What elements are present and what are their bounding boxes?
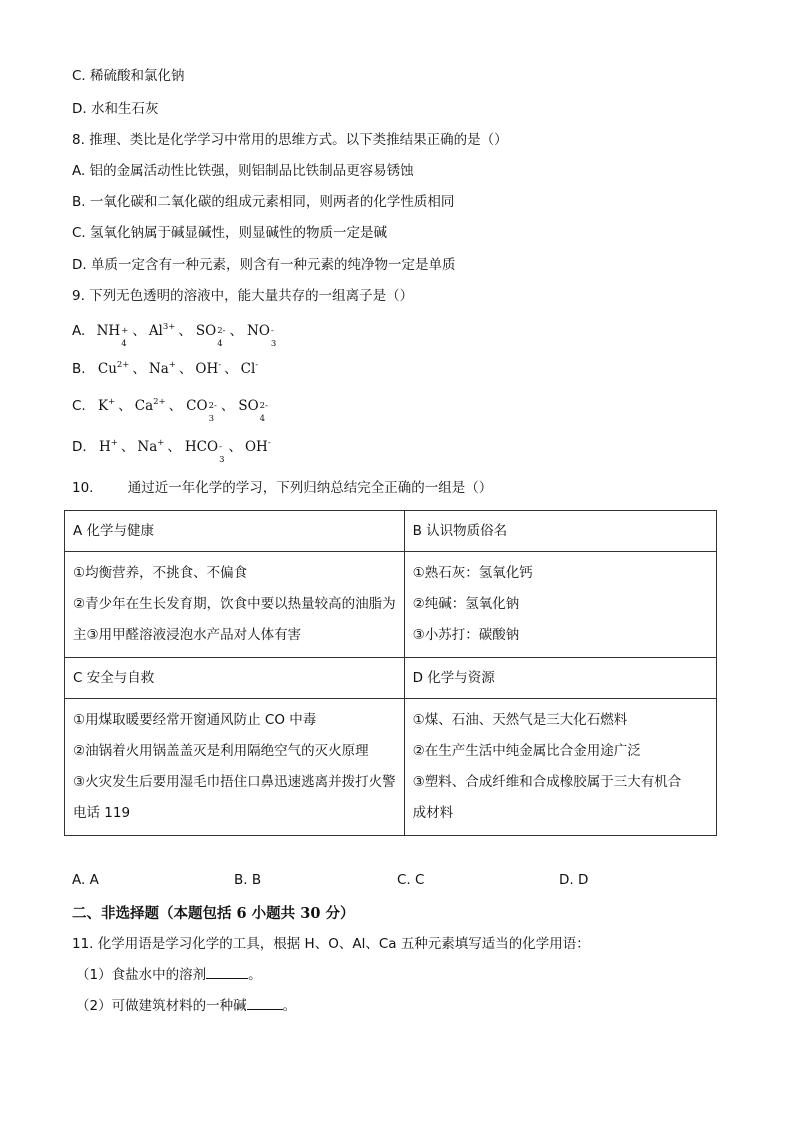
ion-bicarbonate: HCO - 3 [184, 439, 225, 465]
cell-c-line: ①用煤取暖要经常开窗通风防止 CO 中毒 [73, 712, 317, 728]
cell-d-line: ③塑料、合成纤维和合成橡胶属于三大有机合 [412, 774, 682, 790]
cell-a-line: ①均衡营养，不挑食、不偏食 [73, 565, 248, 581]
ion-sodium: Na+ [137, 438, 165, 455]
q8-option-c: C. 氢氧化钠属于碱显碱性，则显碱性的物质一定是碱 [72, 225, 388, 241]
q9-option-c: C. K+ 、 $Ca^{2+}$ 、 CO 2- 3 、 SO 2- 4 [72, 397, 268, 424]
ion-aluminum: $Al^{3+}$ [148, 322, 176, 339]
answer-blank[interactable] [247, 997, 283, 1010]
ion-nitrate: NO - 3 [247, 323, 277, 349]
ion-carbonate: CO 2- 3 [186, 398, 217, 424]
cell-b-body [404, 552, 716, 658]
cell-d-heading: D 化学与资源 [404, 658, 716, 699]
q11-part-2 [76, 997, 296, 1015]
q10-choice-a: A. A [72, 872, 99, 888]
q11-part-1-text: （1）食盐水中的溶剂 [76, 967, 207, 983]
cell-d-body [404, 699, 716, 836]
q7-option-c: C. 稀硫酸和氯化钠 [72, 68, 185, 84]
cell-d-line: ①煤、石油、天然气是三大化石燃料 [412, 712, 628, 728]
ion-sodium: Na+ [148, 360, 176, 377]
cell-a-line: 主③用甲醛溶液浸泡水产品对人体有害 [73, 627, 302, 643]
ion-sulfate: SO 2- 4 [238, 398, 268, 424]
q10-stem: 通过近一年化学的学习，下列归纳总结完全正确的一组是（） [127, 480, 493, 496]
q11-part-1-end: 。 [248, 967, 262, 983]
q10-stem-line [72, 479, 492, 497]
q9-stem: 9. 下列无色透明的溶液中，能大量共存的一组离子是（） [72, 288, 414, 304]
q10-choice-d: D. D [559, 872, 589, 888]
option-label: C. [72, 398, 86, 414]
ion-potassium: K+ [98, 397, 116, 414]
section-heading: 二、非选择题（本题包括 6 小题共 30 分） [72, 905, 355, 922]
q11-stem: 11. 化学用语是学习化学的工具，根据 H、O、Al、Ca 五种元素填写适当的化学用语： [72, 936, 590, 952]
ion-copper: $Cu^{2+}$ [97, 360, 130, 377]
ion-hydrogen: H+ [98, 438, 118, 455]
q10-choices [72, 872, 672, 892]
ion-hydroxide: OH- [244, 438, 271, 455]
option-label: D. [72, 439, 87, 455]
cell-d-line: 成材料 [412, 805, 454, 821]
cell-b-heading: B 认识物质俗名 [404, 511, 716, 552]
q8-option-b: B. 一氧化碳和二氧化碳的组成元素相同，则两者的化学性质相同 [72, 194, 455, 210]
q8-option-a: A. 铝的金属活动性比铁强，则铝制品比铁制品更容易锈蚀 [72, 163, 414, 179]
ion-sulfate: SO 2- 4 [195, 323, 226, 349]
option-label: A. [72, 323, 86, 339]
cell-a-heading: A 化学与健康 [65, 511, 405, 552]
ion-ammonium: NH + 4 [96, 323, 129, 349]
ion-calcium: $Ca^{2+}$ [134, 397, 166, 414]
cell-c-line: 电话 119 [73, 805, 131, 821]
cell-a-line: ②青少年在生长发育期，饮食中要以热量较高的油脂为 [73, 596, 396, 612]
cell-b-line: ②纯碱：氢氧化钠 [412, 596, 520, 612]
cell-c-heading: C 安全与自救 [65, 658, 405, 699]
q9-option-a: A. NH + 4 、 $Al^{3+}$ 、 SO 2- 4 、 NO - 3 [72, 322, 277, 349]
cell-c-line: ②油锅着火用锅盖盖灭是利用隔绝空气的灭火原理 [73, 743, 369, 759]
cell-b-line: ①熟石灰：氢氧化钙 [412, 565, 533, 581]
ion-hydroxide: OH- [195, 360, 222, 377]
q11-part-2-end: 。 [282, 998, 297, 1014]
cell-d-line: ②在生产生活中纯金属比合金用途广泛 [412, 743, 641, 759]
q7-option-d: D. 水和生石灰 [72, 101, 159, 117]
cell-c-line: ③火灾发生后要用湿毛巾捂住口鼻迅速逃离并拨打火警 [73, 774, 396, 790]
cell-a-body [65, 552, 405, 658]
q10-choice-b: B. B [234, 872, 262, 888]
cell-c-body [65, 699, 405, 836]
q8-stem: 8. 推理、类比是化学学习中常用的思维方式。以下类推结果正确的是（） [72, 132, 508, 148]
q11-part-2-text: （2）可做建筑材料的一种碱 [76, 998, 247, 1014]
q11-part-1 [76, 966, 262, 984]
answer-blank[interactable] [206, 966, 248, 979]
q8-option-d: D. 单质一定含有一种元素，则含有一种元素的纯净物一定是单质 [72, 257, 456, 273]
option-label: B. [72, 361, 86, 377]
q9-option-d: D. H+ 、 Na+ 、 HCO - 3 、 OH- [72, 438, 271, 465]
q9-option-b: B. $Cu^{2+}$ 、 Na+ 、 OH- 、 Cl- [72, 360, 258, 380]
cell-b-line: ③小苏打：碳酸钠 [412, 627, 520, 643]
ion-chloride: Cl- [240, 360, 259, 377]
q10-number: 10. [72, 480, 94, 496]
q10-choice-c: C. C [397, 872, 425, 888]
q10-table [64, 510, 717, 836]
